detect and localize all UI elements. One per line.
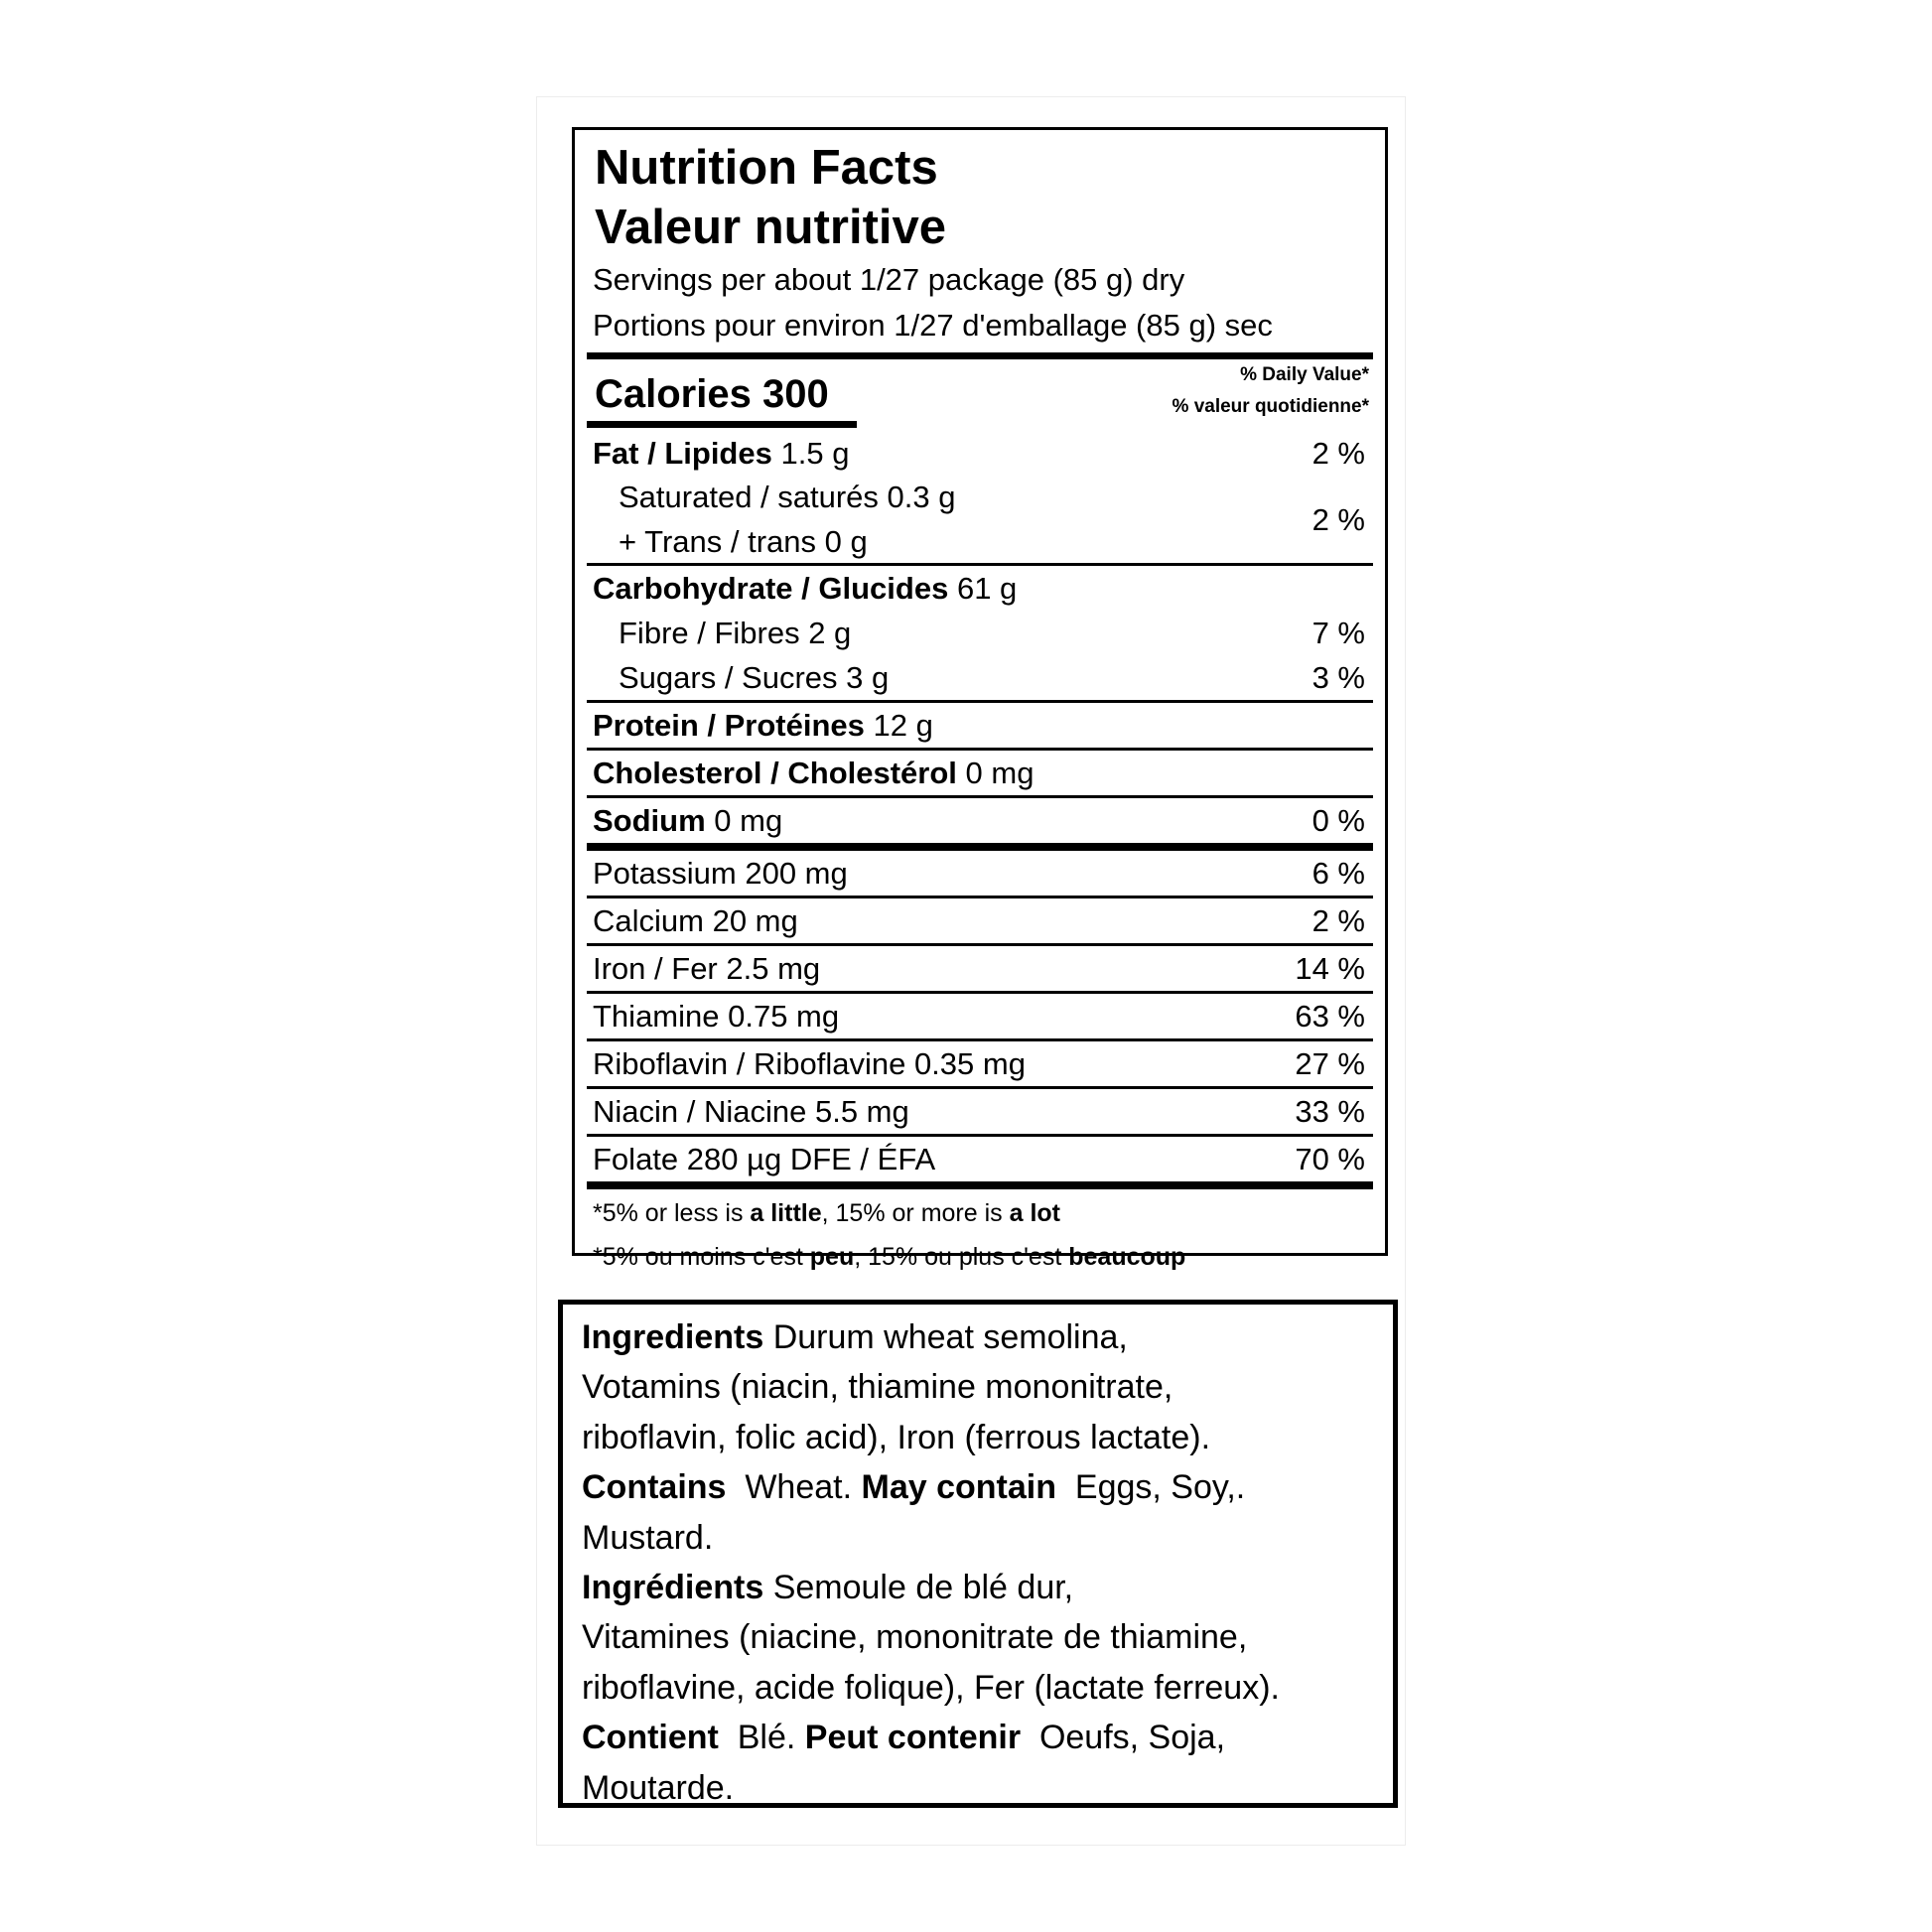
footnote-bold: peu (809, 1243, 855, 1271)
footnote-text: , 15% ou plus c'est (854, 1243, 1069, 1271)
carbohydrate-row (587, 566, 1373, 611)
fat-label: Fat / Lipides (593, 436, 772, 471)
allergens-line: Mustard. (582, 1518, 714, 1557)
ingredients-text: Semoule de blé dur, (763, 1569, 1074, 1607)
mineral-row (587, 994, 1373, 1038)
mineral-row (587, 1089, 1373, 1134)
nutrition-facts-table (572, 127, 1388, 1271)
footnote-text: *5% or less is (593, 1199, 751, 1227)
sodium-label: Sodium (593, 803, 706, 838)
divider (587, 1181, 1373, 1189)
allergens-line (582, 1713, 1379, 1762)
mineral-label: Thiamine 0.75 mg (593, 999, 840, 1034)
mineral-row (587, 898, 1373, 943)
mineral-label: Riboflavin / Riboflavine 0.35 mg (593, 1046, 1026, 1081)
mineral-row (587, 946, 1373, 991)
mineral-row (587, 851, 1373, 896)
sodium-row (587, 798, 1373, 843)
footnote-bold: a lot (1009, 1199, 1060, 1227)
contains-label: Contains (582, 1468, 727, 1507)
daily-value-fr: % valeur quotidienne* (1172, 396, 1369, 417)
ingredients-line (582, 1563, 1379, 1612)
daily-value-header (1173, 359, 1369, 423)
footnote-en (587, 1191, 1373, 1235)
may-contain-text: Eggs, Soy,. (1056, 1468, 1246, 1507)
cholesterol-amount: 0 mg (965, 756, 1035, 790)
mineral-label: Folate 280 µg DFE / ÉFA (593, 1142, 936, 1176)
divider (587, 352, 1373, 359)
sugars-label: Sugars / Sucres 3 g (619, 660, 890, 695)
mineral-row (587, 1137, 1373, 1181)
carbohydrate-label: Carbohydrate / Glucides (593, 571, 949, 606)
serving-size-fr: Portions pour environ 1/27 d'emballage (85 g) sec (593, 308, 1273, 343)
contains-text: Wheat. (726, 1468, 862, 1507)
saturated-trans-row (587, 476, 1373, 563)
sugars-dv: 3 % (1311, 660, 1365, 695)
saturated-label: Saturated / saturés 0.3 g (619, 480, 956, 514)
mineral-label: Niacin / Niacine 5.5 mg (593, 1094, 909, 1129)
calories (587, 371, 857, 428)
carbohydrate-amount: 61 g (956, 571, 1018, 606)
ingredients-box (558, 1300, 1398, 1808)
footnote-fr (587, 1235, 1373, 1279)
mineral-dv: 27 % (1295, 1046, 1365, 1081)
ingredients-line: Vitamines (niacine, mononitrate de thiamine, (582, 1618, 1248, 1657)
protein-row (587, 703, 1373, 748)
fat-dv: 2 % (1311, 436, 1365, 471)
footnote-bold: a little (750, 1199, 822, 1227)
ingredients-line (582, 1312, 1379, 1362)
sodium-amount: 0 mg (714, 803, 783, 838)
calories-value: 300 (761, 372, 829, 416)
protein-label: Protein / Protéines (593, 708, 865, 743)
contient-text: Blé. (718, 1719, 805, 1757)
allergens-line (582, 1462, 1379, 1512)
mineral-dv: 33 % (1295, 1094, 1365, 1129)
calories-block (587, 359, 1373, 427)
ingredients-line: Votamins (niacin, thiamine mononitrate, (582, 1368, 1173, 1407)
peut-contenir-text: Oeufs, Soja, (1021, 1719, 1226, 1757)
ingredients-label: Ingredients (582, 1318, 764, 1356)
daily-value-en: % Daily Value* (1240, 364, 1369, 385)
footnote-text: *5% ou moins c'est (593, 1243, 810, 1271)
allergens-line: Moutarde. (582, 1768, 735, 1807)
sugars-row (587, 655, 1373, 700)
mineral-dv: 70 % (1295, 1142, 1365, 1176)
fat-amount: 1.5 g (780, 436, 850, 471)
mineral-dv: 14 % (1295, 951, 1365, 986)
fat-row (587, 431, 1373, 476)
ingredients-label-fr: Ingrédients (582, 1569, 764, 1607)
peut-contenir-label: Peut contenir (804, 1719, 1022, 1757)
fibre-dv: 7 % (1311, 616, 1365, 650)
ingredients-text: Durum wheat semolina, (763, 1318, 1128, 1356)
cholesterol-label: Cholesterol / Cholestérol (593, 756, 957, 790)
trans-label: + Trans / trans 0 g (619, 524, 868, 559)
ingredients-line: riboflavine, acide folique), Fer (lactate ferreux). (582, 1668, 1280, 1707)
mineral-label: Calcium 20 mg (593, 903, 798, 938)
may-contain-label: May contain (861, 1468, 1056, 1507)
protein-amount: 12 g (873, 708, 933, 743)
nutrition-title-fr: Valeur nutritive (595, 201, 947, 254)
cholesterol-row (587, 751, 1373, 795)
ingredients-line: riboflavin, folic acid), Iron (ferrous lactate). (582, 1418, 1211, 1456)
mineral-label: Iron / Fer 2.5 mg (593, 951, 821, 986)
contient-label: Contient (582, 1719, 719, 1757)
mineral-dv: 2 % (1311, 903, 1365, 938)
calories-label: Calories (595, 372, 752, 416)
footnote-bold: beaucoup (1068, 1243, 1186, 1271)
fibre-row (587, 611, 1373, 655)
footnote-text: , 15% or more is (821, 1199, 1010, 1227)
serving-size-en: Servings per about 1/27 package (85 g) dry (593, 262, 1185, 297)
mineral-dv: 6 % (1311, 856, 1365, 891)
fibre-label: Fibre / Fibres 2 g (619, 616, 852, 650)
sodium-dv: 0 % (1311, 803, 1365, 838)
mineral-dv: 63 % (1295, 999, 1365, 1034)
nutrition-title-en: Nutrition Facts (595, 141, 938, 195)
mineral-label: Potassium 200 mg (593, 856, 848, 891)
mineral-row (587, 1041, 1373, 1086)
divider (587, 843, 1373, 851)
saturated-trans-dv: 2 % (1311, 501, 1365, 537)
